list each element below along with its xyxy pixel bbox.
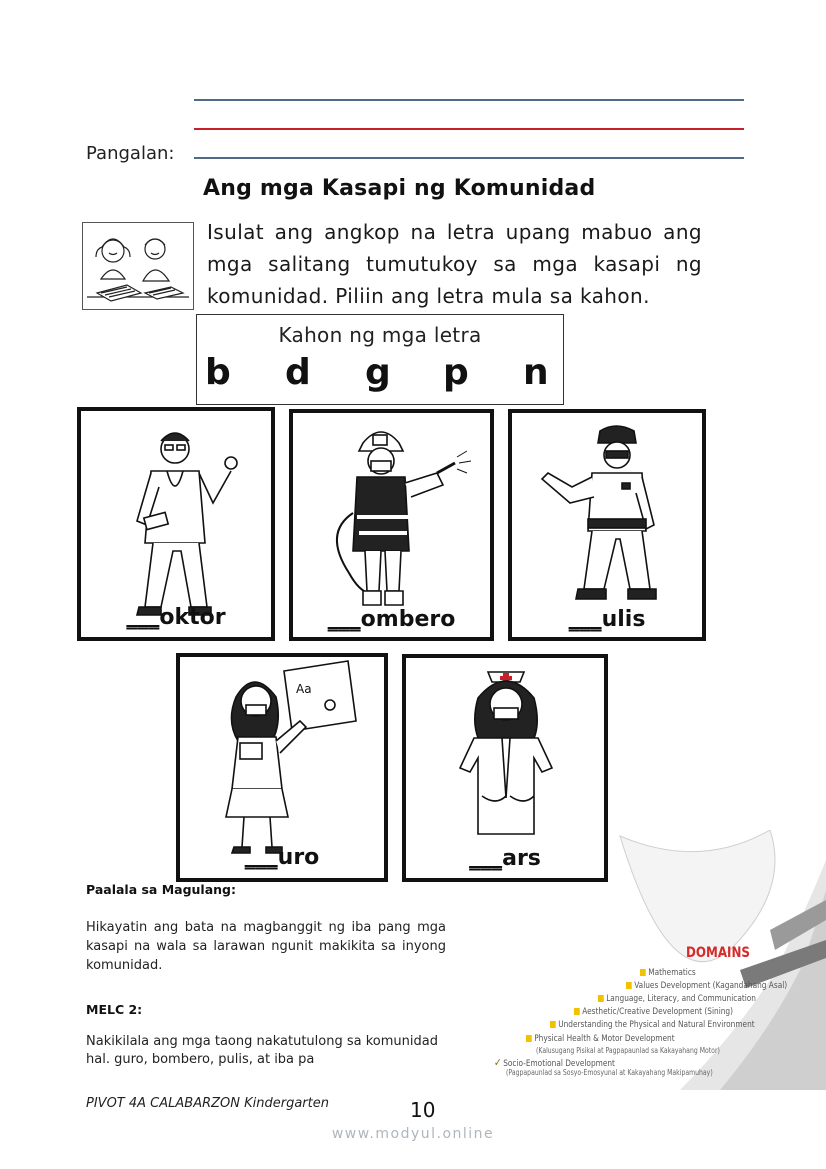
domain-socio-emotional: ✓ Socio-Emotional Development [494,1056,615,1069]
bullet-icon [574,1008,580,1015]
letter-box-title: Kahon ng mga letra [278,323,482,347]
domains-title: DOMAINS [686,945,751,961]
domain-physical: Physical Health & Motor Development [526,1034,675,1044]
children-writing-image [82,222,194,310]
blank-police[interactable]: ___ [568,607,602,632]
letter-box [196,314,564,405]
card-label-firefighter [293,607,490,632]
word-suffix-firefighter: ombero [360,607,456,632]
card-label-teacher [180,845,384,870]
police-image [512,413,702,637]
melc-text: Nakikilala ang mga taong nakatutulong sa komunidad hal. guro, bombero, pulis, at iba pa [86,1034,438,1067]
word-suffix-doctor: oktor [159,605,226,630]
word-suffix-nurse: ars [502,846,541,871]
card-teacher [176,653,388,882]
name-label: Pangalan: [86,143,175,164]
letter-n: n [523,352,549,393]
bullet-icon [626,982,632,989]
blank-firefighter[interactable]: ___ [327,607,361,632]
card-police [508,409,706,641]
letter-b: b [205,352,231,393]
card-label-doctor [81,605,271,630]
card-label-police [512,607,702,632]
letter-g: g [365,352,391,393]
domain-aesthetic: Aesthetic/Creative Development (Sining) [574,1007,733,1017]
card-doctor [77,407,275,641]
domain-language: Language, Literacy, and Communication [598,994,756,1004]
blank-doctor[interactable]: ___ [126,605,160,630]
header-line-red [194,128,744,130]
melc-heading: MELC 2: [86,1002,143,1017]
word-suffix-police: ulis [601,607,646,632]
domain-mathematics: Mathematics [640,968,696,978]
domain-environment: Understanding the Physical and Natural Environment [550,1020,755,1030]
domain-socio-emotional-sub: (Pagpapaunlad sa Sosyo-Emosyunal at Kakayahang Makipamuhay) [506,1068,713,1077]
blank-nurse[interactable]: ___ [469,846,503,871]
watermark: www.modyul.online [331,1126,495,1142]
reminder-text: Hikayatin ang bata na magbanggit ng iba pang mga kasapi na wala sa larawan ngunit makikita sa inyong komunidad. [86,920,446,973]
domain-physical-sub: (Kalusugang Pisikal at Pagpapaunlad sa Kakayahang Motor) [536,1046,720,1055]
page-title: Ang mga Kasapi ng Komunidad [203,176,596,201]
name-line[interactable] [194,157,744,159]
firefighter-image [293,413,490,637]
bullet-icon [640,969,646,976]
doctor-image [81,411,271,637]
svg-text:Aa: Aa [296,682,312,696]
word-suffix-teacher: uro [277,845,320,870]
header-line-top [194,99,744,101]
card-firefighter [289,409,494,641]
bullet-icon [550,1021,556,1028]
checkmark-icon: ✓ [494,1056,502,1069]
bullet-icon [526,1035,532,1042]
bullet-icon [598,995,604,1002]
reminder-heading: Paalala sa Magulang: [86,882,236,897]
domain-values: Values Development (Kagandahang Asal) [626,981,787,991]
letter-p: p [443,352,469,393]
page-number: 10 [410,1098,436,1122]
letter-d: d [285,352,311,393]
instructions: Isulat ang angkop na letra upang mabuo ang mga salitang tumutukoy sa mga kasapi ng komunidad. Piliin ang letra mula sa kahon. [207,220,702,308]
footer-course: PIVOT 4A CALABARZON Kindergarten [86,1096,329,1111]
blank-teacher[interactable]: ___ [244,845,278,870]
